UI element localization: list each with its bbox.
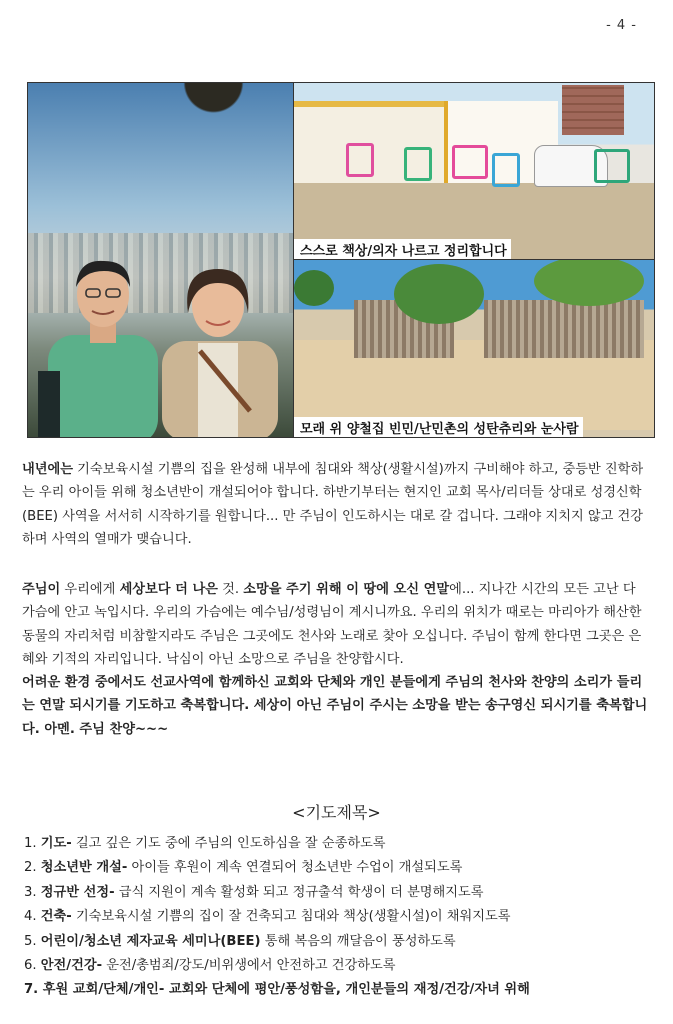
prayer-item	[24, 930, 664, 954]
plans-text: 기숙보육시설 기쁨의 집을 완성해 내부에 침대와 책상(생활시설)까지 구비해야 하고, 중등반 진학하는 우리 아이들 위해 청소년반이 개설되어야 합니다. 하반기부터는 현지인 교회 목사/리더들 상대로 성경신학(BEE) 사역을 서서히 시작하기를 원합니다... 만 주님이 인도하시는 대로 갈 겁니다. 그래야 지치지 않고 건강하며 사역의 열매가 맺습니다.	[22, 462, 644, 547]
prayer-item-number: 6.	[24, 958, 37, 974]
paragraph-blessing	[22, 578, 652, 741]
paragraph-plans	[22, 458, 652, 551]
prayer-item-body: 아이들 후원이 계속 연결되어 청소년반 수업이 개설되도록	[127, 860, 463, 876]
blessing-text-3: 에... 지나간 시간의 모든 고난 다 가슴에 안고 녹입시다. 우리의 가슴에는 예수님/성령님이 계시니까요. 우리의 위치가 때로는 마리아가 해산한 동물의 자리처럼 비참할지라도 주님은 그곳에도 천사와 노래로 찾아 오십니다. 주님이 함께 한다면 그곳은 은혜와 기적의 자리입니다. 낙심이 아닌 소망으로 주님을 찬양합시다.	[22, 582, 642, 667]
prayer-item	[24, 881, 664, 905]
prayer-item-number: 7.	[24, 982, 39, 998]
prayer-item-number: 4.	[24, 909, 37, 925]
prayer-item-number: 1.	[24, 836, 37, 851]
blessing-bold-1: 주님이	[22, 582, 61, 597]
prayer-item-head: 기도-	[40, 836, 72, 851]
prayer-item	[24, 905, 664, 929]
blessing-text-2: 것.	[217, 582, 244, 597]
blessing-bold-3: 소망을 주기 위해 이 땅에 오신 연말	[243, 582, 450, 597]
page-number: - 4 -	[606, 18, 637, 33]
village-photo	[294, 260, 654, 437]
prayer-item-number: 2.	[24, 860, 37, 876]
prayer-item-body: 길고 깊은 기도 중에 주님의 인도하심을 잘 순종하도록	[71, 836, 386, 851]
school-children-photo	[294, 83, 654, 260]
prayer-item-head: 건축-	[40, 909, 72, 925]
woman-figure	[146, 261, 286, 437]
blessing-text-1: 우리에게	[60, 582, 120, 597]
blessing-closing: 어려운 환경 중에서도 선교사역에 함께하신 교회와 단체와 개인 분들에게 주님의 천사와 찬양의 소리가 들리는 연말 되시기를 기도하고 축복합니다. 세상이 아닌 주님이 주시는 소망을 받는 송구영신 되시기를 축복합니다. 아멘. 주님 찬양~~~	[22, 675, 648, 737]
prayer-item-body: 급식 지원이 계속 활성화 되고 정규출석 학생이 더 분명해지도록	[114, 884, 484, 900]
blessing-bold-2: 세상보다 더 나은	[119, 582, 218, 597]
prayer-item-body: 기숙보육시설 기쁨의 집이 잘 건축되고 침대와 책상(생활시설)이 채워지도록	[71, 909, 511, 925]
prayer-item-head: 어린이/청소년 제자교육 세미나(BEE)	[40, 933, 261, 949]
prayer-item-head: 청소년반 개설-	[40, 860, 128, 876]
prayer-list	[24, 832, 664, 1003]
prayer-item	[24, 978, 664, 1002]
village-photo-caption: 모래 위 양철집 빈민/난민촌의 성탄츄리와 눈사람	[294, 417, 583, 437]
school-photo-caption: 스스로 책상/의자 나르고 정리합니다	[294, 239, 511, 259]
prayer-item-head: 후원 교회/단체/개인- 교회와 단체에 평안/풍성함을, 개인분들의 재정/건강/자녀 위해	[42, 982, 530, 998]
prayer-item	[24, 832, 664, 856]
prayer-title: <기도제목>	[292, 803, 381, 822]
photo-collage	[27, 82, 655, 438]
prayer-item	[24, 954, 664, 978]
prayer-item-number: 5.	[24, 933, 37, 949]
prayer-item-body: 통해 복음의 깨달음이 풍성하도록	[260, 933, 456, 949]
prayer-item-body: 운전/총범죄/강도/비위생에서 안전하고 건강하도록	[102, 958, 396, 974]
prayer-item-number: 3.	[24, 884, 37, 900]
prayer-item	[24, 856, 664, 880]
prayer-item-head: 안전/건강-	[40, 958, 103, 974]
couple-portrait-photo	[28, 83, 294, 437]
plans-lead: 내년에는	[22, 462, 73, 477]
prayer-item-head: 정규반 선정-	[40, 884, 115, 900]
